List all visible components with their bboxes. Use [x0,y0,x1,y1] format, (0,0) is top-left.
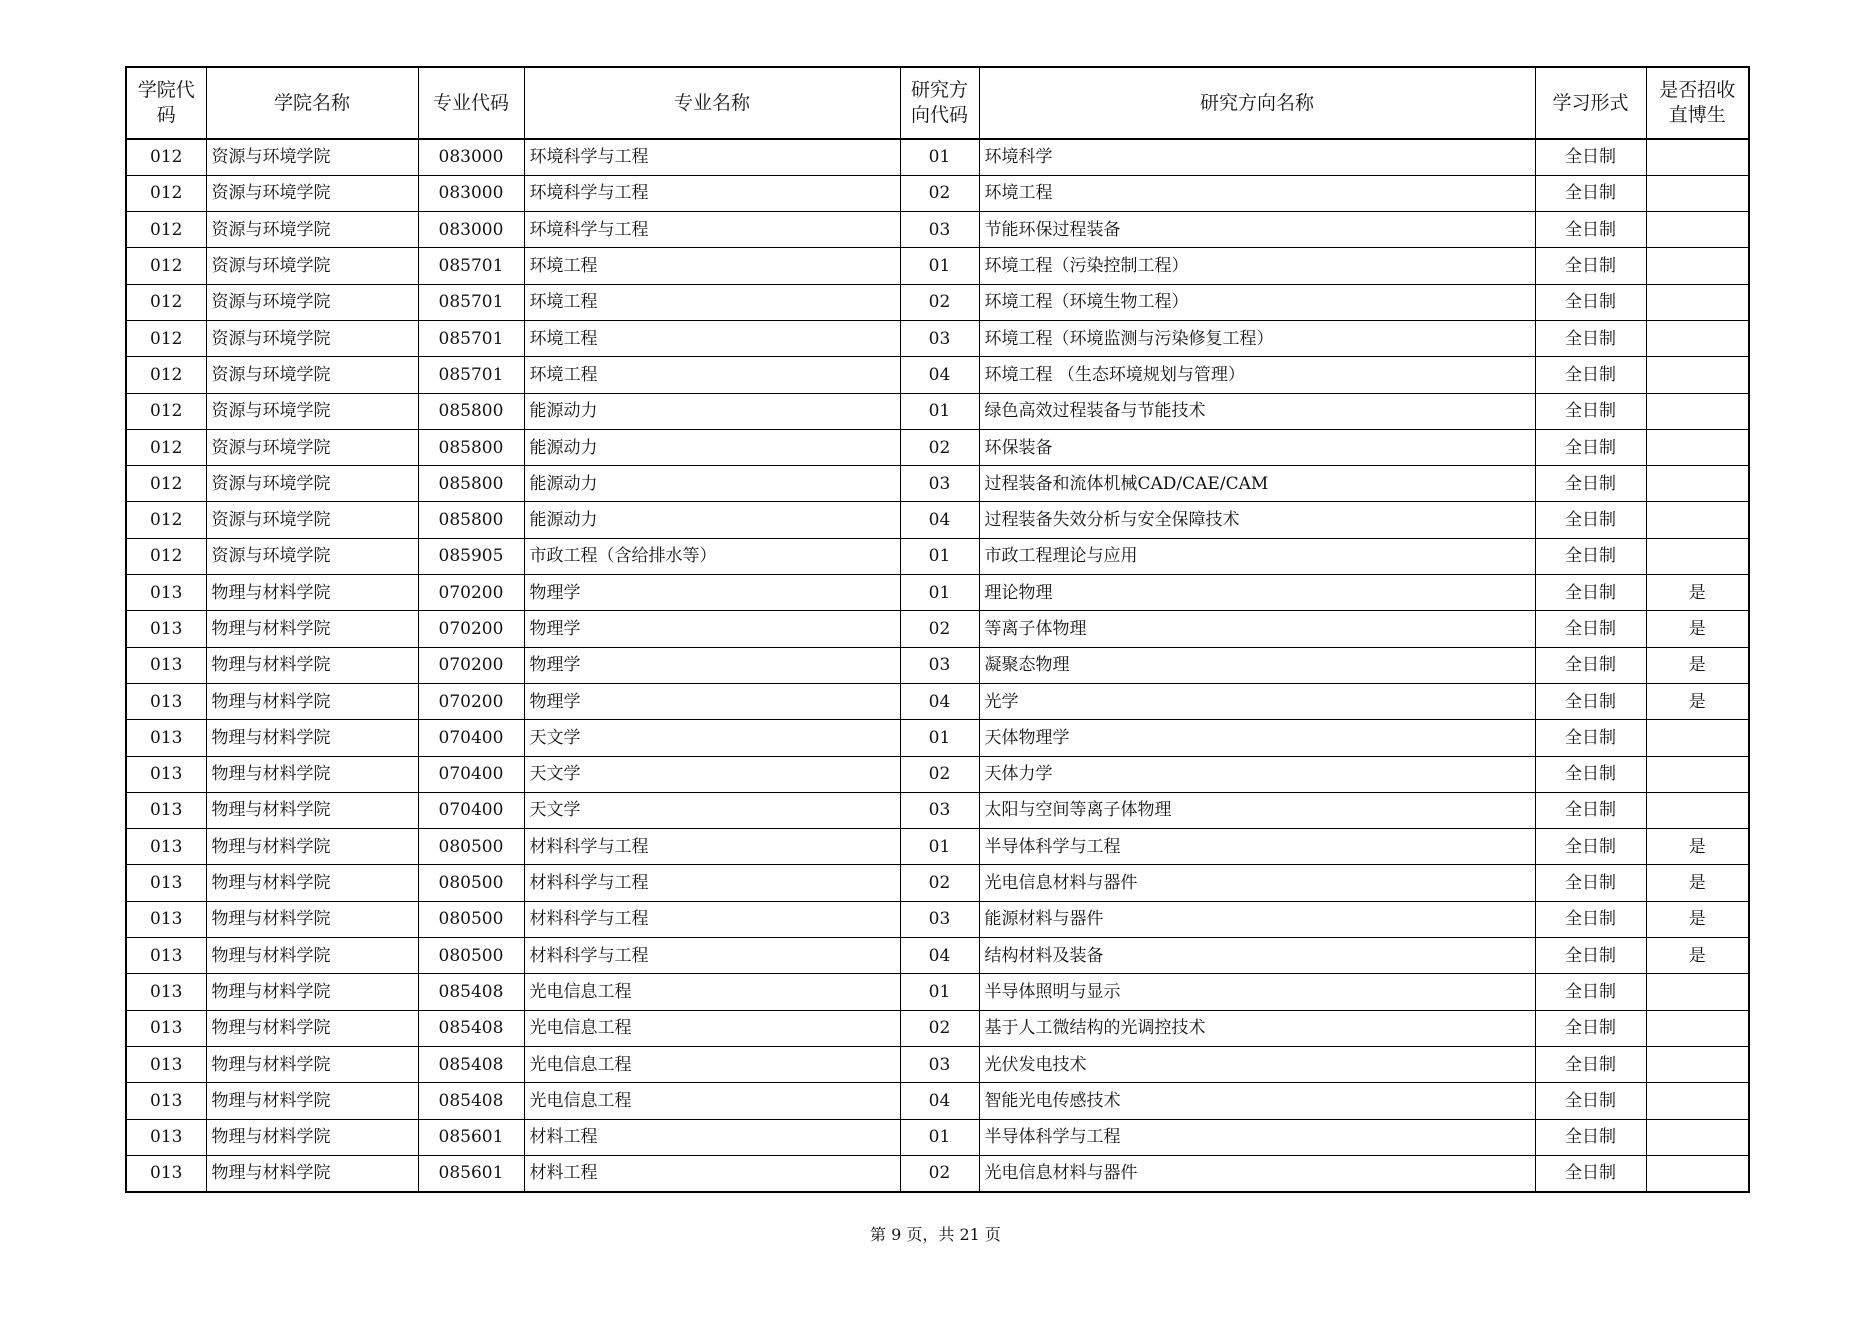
cell-study-mode: 全日制 [1535,175,1646,211]
cell-college-name: 物理与材料学院 [206,720,418,756]
cell-college-name: 物理与材料学院 [206,1010,418,1046]
table-row [126,901,1749,937]
cell-direct-phd: 是 [1646,901,1749,937]
program-table [125,66,1750,1193]
cell-college-code: 013 [126,792,206,828]
cell-direct-phd: 是 [1646,611,1749,647]
cell-direction-code: 04 [900,502,979,538]
cell-college-code: 012 [126,284,206,320]
cell-direct-phd: 是 [1646,938,1749,974]
cell-college-code: 013 [126,938,206,974]
cell-study-mode: 全日制 [1535,575,1646,611]
cell-direction-name: 半导体科学与工程 [979,1119,1535,1155]
cell-major-name: 环境工程 [524,284,900,320]
cell-major-code: 085701 [418,357,524,393]
header-row [126,67,1749,139]
cell-major-code: 085408 [418,1083,524,1119]
cell-major-code: 070400 [418,792,524,828]
cell-direction-name: 绿色高效过程装备与节能技术 [979,393,1535,429]
cell-direction-name: 节能环保过程装备 [979,212,1535,248]
cell-college-code: 013 [126,720,206,756]
cell-college-code: 013 [126,1010,206,1046]
cell-direction-name: 环境科学 [979,139,1535,175]
cell-direction-code: 02 [900,1155,979,1191]
cell-direction-code: 02 [900,175,979,211]
table-row [126,429,1749,465]
cell-direction-code: 02 [900,611,979,647]
cell-college-name: 资源与环境学院 [206,466,418,502]
header-study-mode: 学习形式 [1535,67,1646,139]
cell-major-code: 083000 [418,139,524,175]
table-row [126,647,1749,683]
cell-direct-phd [1646,720,1749,756]
cell-major-name: 光电信息工程 [524,1083,900,1119]
cell-major-name: 光电信息工程 [524,1046,900,1082]
cell-study-mode: 全日制 [1535,1083,1646,1119]
cell-direction-name: 天体物理学 [979,720,1535,756]
cell-study-mode: 全日制 [1535,212,1646,248]
cell-direction-code: 03 [900,901,979,937]
table-row [126,284,1749,320]
cell-study-mode: 全日制 [1535,901,1646,937]
cell-major-code: 083000 [418,212,524,248]
cell-major-code: 085800 [418,502,524,538]
cell-direct-phd [1646,212,1749,248]
cell-major-code: 085800 [418,429,524,465]
table-row [126,865,1749,901]
header-direction-code: 研究方向代码 [900,67,979,139]
cell-study-mode: 全日制 [1535,938,1646,974]
cell-major-name: 光电信息工程 [524,974,900,1010]
cell-study-mode: 全日制 [1535,647,1646,683]
table-row [126,139,1749,175]
cell-college-code: 012 [126,466,206,502]
cell-major-code: 070400 [418,756,524,792]
table-row [126,756,1749,792]
cell-direction-name: 智能光电传感技术 [979,1083,1535,1119]
cell-college-name: 物理与材料学院 [206,611,418,647]
cell-college-code: 012 [126,139,206,175]
cell-college-name: 资源与环境学院 [206,393,418,429]
cell-major-name: 天文学 [524,720,900,756]
table-row [126,212,1749,248]
cell-major-name: 环境科学与工程 [524,139,900,175]
cell-major-name: 能源动力 [524,502,900,538]
cell-direct-phd [1646,429,1749,465]
cell-college-code: 013 [126,865,206,901]
cell-direction-code: 01 [900,575,979,611]
cell-study-mode: 全日制 [1535,829,1646,865]
cell-direction-name: 等离子体物理 [979,611,1535,647]
cell-major-name: 材料科学与工程 [524,901,900,937]
cell-direct-phd: 是 [1646,575,1749,611]
header-college-code: 学院代码 [126,67,206,139]
cell-major-name: 环境工程 [524,320,900,356]
cell-college-code: 013 [126,829,206,865]
table-row [126,466,1749,502]
cell-direction-name: 光电信息材料与器件 [979,1155,1535,1191]
cell-direct-phd [1646,393,1749,429]
header-college-name: 学院名称 [206,67,418,139]
cell-college-name: 物理与材料学院 [206,792,418,828]
table-row [126,175,1749,211]
cell-direction-name: 结构材料及装备 [979,938,1535,974]
cell-direction-name: 过程装备失效分析与安全保障技术 [979,502,1535,538]
cell-college-code: 013 [126,974,206,1010]
cell-major-name: 能源动力 [524,466,900,502]
cell-direct-phd [1646,756,1749,792]
cell-major-code: 070200 [418,647,524,683]
cell-direct-phd [1646,320,1749,356]
cell-major-name: 市政工程（含给排水等） [524,538,900,574]
cell-study-mode: 全日制 [1535,720,1646,756]
cell-direction-code: 01 [900,829,979,865]
cell-major-name: 物理学 [524,611,900,647]
cell-direction-name: 环境工程 （生态环境规划与管理） [979,357,1535,393]
table-row [126,502,1749,538]
table-row [126,1083,1749,1119]
table-row [126,974,1749,1010]
table-row [126,1155,1749,1191]
cell-major-name: 材料科学与工程 [524,829,900,865]
cell-direct-phd [1646,502,1749,538]
cell-college-name: 资源与环境学院 [206,284,418,320]
table-row [126,720,1749,756]
cell-college-code: 012 [126,248,206,284]
cell-study-mode: 全日制 [1535,284,1646,320]
cell-direction-code: 04 [900,357,979,393]
cell-direction-name: 环境工程（污染控制工程） [979,248,1535,284]
header-major-code: 专业代码 [418,67,524,139]
cell-major-code: 085905 [418,538,524,574]
cell-major-name: 材料工程 [524,1155,900,1191]
cell-direction-name: 基于人工微结构的光调控技术 [979,1010,1535,1046]
cell-major-name: 物理学 [524,683,900,719]
cell-college-code: 013 [126,756,206,792]
cell-major-name: 物理学 [524,647,900,683]
cell-study-mode: 全日制 [1535,792,1646,828]
cell-direction-code: 03 [900,647,979,683]
cell-major-name: 环境科学与工程 [524,175,900,211]
cell-direction-name: 环保装备 [979,429,1535,465]
cell-major-code: 085408 [418,974,524,1010]
cell-direct-phd [1646,792,1749,828]
header-major-name: 专业名称 [524,67,900,139]
cell-major-name: 材料工程 [524,1119,900,1155]
cell-study-mode: 全日制 [1535,357,1646,393]
cell-study-mode: 全日制 [1535,1155,1646,1191]
cell-college-name: 资源与环境学院 [206,502,418,538]
cell-direction-name: 环境工程（环境监测与污染修复工程） [979,320,1535,356]
cell-college-code: 012 [126,357,206,393]
cell-college-code: 012 [126,429,206,465]
cell-study-mode: 全日制 [1535,320,1646,356]
cell-study-mode: 全日制 [1535,1119,1646,1155]
cell-study-mode: 全日制 [1535,502,1646,538]
cell-major-name: 材料科学与工程 [524,865,900,901]
cell-major-name: 环境工程 [524,357,900,393]
cell-direction-name: 能源材料与器件 [979,901,1535,937]
cell-study-mode: 全日制 [1535,611,1646,647]
cell-direction-code: 01 [900,248,979,284]
cell-college-code: 013 [126,1046,206,1082]
cell-major-name: 环境科学与工程 [524,212,900,248]
table-row [126,611,1749,647]
cell-major-name: 环境工程 [524,248,900,284]
cell-major-name: 天文学 [524,792,900,828]
cell-direct-phd [1646,284,1749,320]
cell-major-code: 080500 [418,901,524,937]
cell-college-name: 资源与环境学院 [206,175,418,211]
cell-college-code: 013 [126,1119,206,1155]
header-direction-name: 研究方向名称 [979,67,1535,139]
cell-direction-code: 02 [900,865,979,901]
cell-study-mode: 全日制 [1535,429,1646,465]
cell-major-name: 天文学 [524,756,900,792]
header-direct-phd: 是否招收直博生 [1646,67,1749,139]
cell-college-name: 资源与环境学院 [206,538,418,574]
cell-college-name: 资源与环境学院 [206,139,418,175]
cell-direct-phd [1646,248,1749,284]
cell-direction-code: 04 [900,938,979,974]
cell-college-code: 012 [126,212,206,248]
cell-college-name: 物理与材料学院 [206,647,418,683]
cell-direction-name: 环境工程 [979,175,1535,211]
cell-major-code: 085800 [418,466,524,502]
table-body [126,139,1749,1192]
cell-direction-code: 03 [900,320,979,356]
cell-college-code: 012 [126,538,206,574]
cell-direction-code: 04 [900,683,979,719]
table-row [126,829,1749,865]
cell-direction-code: 01 [900,393,979,429]
table-row [126,1119,1749,1155]
cell-direct-phd [1646,974,1749,1010]
cell-major-code: 085601 [418,1119,524,1155]
cell-direct-phd [1646,139,1749,175]
cell-direction-name: 太阳与空间等离子体物理 [979,792,1535,828]
cell-major-code: 070200 [418,611,524,647]
cell-direction-name: 过程装备和流体机械CAD/CAE/CAM [979,466,1535,502]
cell-college-code: 013 [126,575,206,611]
cell-college-name: 物理与材料学院 [206,1083,418,1119]
cell-major-code: 085701 [418,248,524,284]
cell-study-mode: 全日制 [1535,756,1646,792]
cell-direction-name: 凝聚态物理 [979,647,1535,683]
cell-direction-code: 01 [900,1119,979,1155]
cell-study-mode: 全日制 [1535,538,1646,574]
cell-major-code: 085701 [418,320,524,356]
table-row [126,575,1749,611]
cell-college-name: 物理与材料学院 [206,938,418,974]
cell-direct-phd: 是 [1646,829,1749,865]
cell-major-code: 085408 [418,1010,524,1046]
cell-college-name: 物理与材料学院 [206,575,418,611]
cell-direct-phd: 是 [1646,647,1749,683]
cell-college-code: 013 [126,1083,206,1119]
cell-study-mode: 全日制 [1535,393,1646,429]
cell-direct-phd [1646,175,1749,211]
cell-college-code: 012 [126,320,206,356]
cell-major-name: 光电信息工程 [524,1010,900,1046]
cell-direct-phd [1646,1010,1749,1046]
cell-direction-name: 天体力学 [979,756,1535,792]
cell-major-code: 070200 [418,575,524,611]
cell-major-code: 080500 [418,865,524,901]
cell-major-code: 085601 [418,1155,524,1191]
cell-direction-code: 01 [900,974,979,1010]
page-number: 第 9 页，共 21 页 [870,1225,1001,1244]
cell-direction-name: 理论物理 [979,575,1535,611]
cell-direct-phd [1646,357,1749,393]
table-row [126,683,1749,719]
cell-direction-code: 03 [900,792,979,828]
table-row [126,357,1749,393]
cell-direction-name: 光电信息材料与器件 [979,865,1535,901]
cell-college-name: 物理与材料学院 [206,1046,418,1082]
cell-study-mode: 全日制 [1535,248,1646,284]
cell-direct-phd [1646,1083,1749,1119]
cell-direction-name: 市政工程理论与应用 [979,538,1535,574]
cell-direction-code: 01 [900,538,979,574]
cell-college-code: 013 [126,683,206,719]
cell-study-mode: 全日制 [1535,683,1646,719]
cell-college-code: 012 [126,502,206,538]
cell-college-name: 物理与材料学院 [206,683,418,719]
cell-direction-name: 半导体照明与显示 [979,974,1535,1010]
cell-direction-name: 光学 [979,683,1535,719]
cell-major-name: 能源动力 [524,429,900,465]
table-row [126,1010,1749,1046]
table-row [126,320,1749,356]
cell-direct-phd [1646,1046,1749,1082]
cell-college-name: 资源与环境学院 [206,248,418,284]
cell-college-name: 资源与环境学院 [206,212,418,248]
cell-college-name: 物理与材料学院 [206,901,418,937]
cell-direct-phd: 是 [1646,683,1749,719]
cell-college-name: 物理与材料学院 [206,756,418,792]
cell-direction-code: 03 [900,1046,979,1082]
cell-major-code: 085408 [418,1046,524,1082]
cell-study-mode: 全日制 [1535,974,1646,1010]
cell-direction-name: 半导体科学与工程 [979,829,1535,865]
cell-college-code: 013 [126,611,206,647]
cell-direction-code: 02 [900,1010,979,1046]
cell-study-mode: 全日制 [1535,139,1646,175]
cell-study-mode: 全日制 [1535,1010,1646,1046]
cell-college-name: 资源与环境学院 [206,320,418,356]
cell-college-name: 资源与环境学院 [206,429,418,465]
cell-college-name: 物理与材料学院 [206,829,418,865]
cell-college-name: 物理与材料学院 [206,1119,418,1155]
cell-major-code: 080500 [418,938,524,974]
table-row [126,792,1749,828]
cell-major-code: 070400 [418,720,524,756]
cell-direct-phd: 是 [1646,865,1749,901]
cell-study-mode: 全日制 [1535,466,1646,502]
cell-major-code: 085800 [418,393,524,429]
cell-direction-code: 02 [900,429,979,465]
cell-major-name: 物理学 [524,575,900,611]
cell-direction-code: 02 [900,284,979,320]
cell-direction-code: 02 [900,756,979,792]
cell-direction-name: 环境工程（环境生物工程） [979,284,1535,320]
cell-college-name: 资源与环境学院 [206,357,418,393]
cell-direct-phd [1646,1119,1749,1155]
table-row [126,1046,1749,1082]
cell-college-code: 013 [126,647,206,683]
cell-direction-name: 光伏发电技术 [979,1046,1535,1082]
cell-college-code: 013 [126,901,206,937]
cell-study-mode: 全日制 [1535,1046,1646,1082]
table-row [126,248,1749,284]
table-row [126,938,1749,974]
cell-direct-phd [1646,1155,1749,1191]
cell-direction-code: 01 [900,139,979,175]
cell-direction-code: 03 [900,466,979,502]
cell-college-name: 物理与材料学院 [206,865,418,901]
cell-direct-phd [1646,466,1749,502]
cell-major-code: 085701 [418,284,524,320]
cell-college-code: 013 [126,1155,206,1191]
cell-major-code: 080500 [418,829,524,865]
cell-direction-code: 01 [900,720,979,756]
cell-major-name: 材料科学与工程 [524,938,900,974]
cell-study-mode: 全日制 [1535,865,1646,901]
cell-direction-code: 04 [900,1083,979,1119]
table-row [126,538,1749,574]
cell-college-name: 物理与材料学院 [206,1155,418,1191]
cell-major-code: 070200 [418,683,524,719]
table-row [126,393,1749,429]
cell-college-code: 012 [126,393,206,429]
cell-major-name: 能源动力 [524,393,900,429]
cell-direct-phd [1646,538,1749,574]
cell-major-code: 083000 [418,175,524,211]
cell-college-code: 012 [126,175,206,211]
cell-direction-code: 03 [900,212,979,248]
cell-college-name: 物理与材料学院 [206,974,418,1010]
